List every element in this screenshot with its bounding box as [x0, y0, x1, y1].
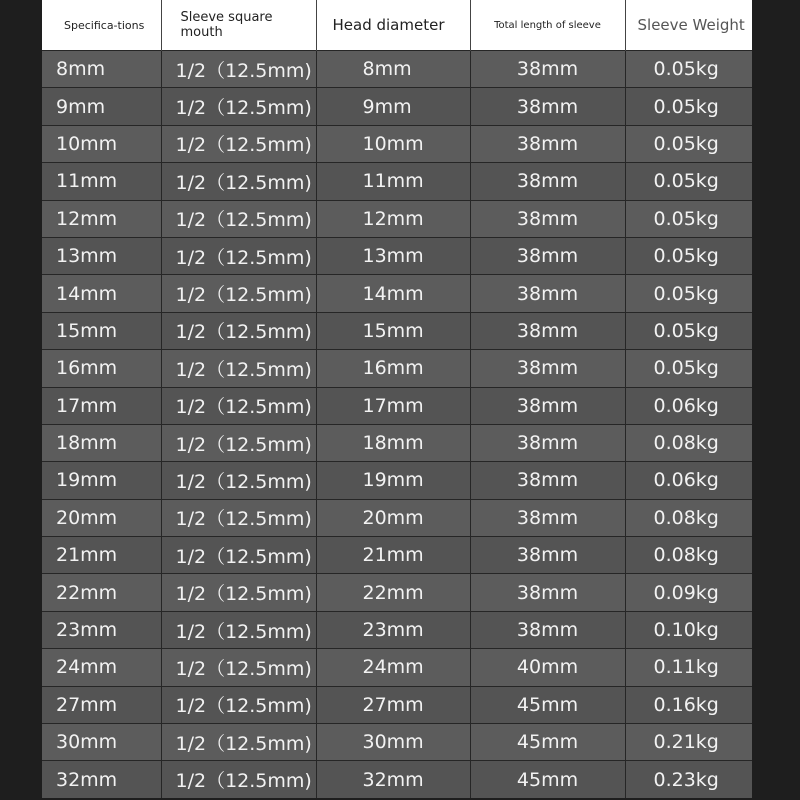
cell-specification: 23mm — [42, 611, 161, 648]
cell-weight: 0.05kg — [625, 51, 752, 88]
cell-specification: 19mm — [42, 462, 161, 499]
cell-specification: 21mm — [42, 537, 161, 574]
cell-specification: 18mm — [42, 424, 161, 461]
cell-specification: 27mm — [42, 686, 161, 723]
table-row — [42, 424, 752, 461]
cell-specification: 15mm — [42, 312, 161, 349]
cell-total-length: 38mm — [470, 424, 625, 461]
cell-specification: 24mm — [42, 649, 161, 686]
table-row — [42, 200, 752, 237]
cell-specification: 9mm — [42, 88, 161, 125]
table-row — [42, 724, 752, 761]
cell-total-length: 45mm — [470, 686, 625, 723]
header-sleeve-weight: Sleeve Weight — [625, 0, 752, 51]
cell-head-diameter: 11mm — [316, 163, 470, 200]
table-row — [42, 237, 752, 274]
cell-square-mouth: 1/2（12.5mm) — [161, 163, 316, 200]
cell-total-length: 38mm — [470, 574, 625, 611]
cell-total-length: 38mm — [470, 163, 625, 200]
cell-total-length: 38mm — [470, 237, 625, 274]
cell-head-diameter: 13mm — [316, 237, 470, 274]
cell-head-diameter: 9mm — [316, 88, 470, 125]
table-row — [42, 611, 752, 648]
cell-weight: 0.08kg — [625, 499, 752, 536]
cell-head-diameter: 24mm — [316, 649, 470, 686]
cell-square-mouth: 1/2（12.5mm) — [161, 350, 316, 387]
cell-head-diameter: 12mm — [316, 200, 470, 237]
cell-weight: 0.05kg — [625, 237, 752, 274]
cell-square-mouth: 1/2（12.5mm) — [161, 761, 316, 798]
cell-total-length: 38mm — [470, 200, 625, 237]
cell-head-diameter: 17mm — [316, 387, 470, 424]
cell-weight: 0.06kg — [625, 462, 752, 499]
cell-square-mouth: 1/2（12.5mm) — [161, 51, 316, 88]
cell-weight: 0.11kg — [625, 649, 752, 686]
cell-square-mouth: 1/2（12.5mm) — [161, 424, 316, 461]
cell-total-length: 38mm — [470, 312, 625, 349]
cell-head-diameter: 16mm — [316, 350, 470, 387]
cell-weight: 0.06kg — [625, 387, 752, 424]
cell-head-diameter: 14mm — [316, 275, 470, 312]
cell-specification: 17mm — [42, 387, 161, 424]
table-row — [42, 125, 752, 162]
cell-weight: 0.05kg — [625, 200, 752, 237]
table-row — [42, 462, 752, 499]
cell-square-mouth: 1/2（12.5mm) — [161, 462, 316, 499]
cell-weight: 0.23kg — [625, 761, 752, 798]
cell-specification: 10mm — [42, 125, 161, 162]
cell-total-length: 38mm — [470, 499, 625, 536]
cell-specification: 14mm — [42, 275, 161, 312]
table-row — [42, 499, 752, 536]
header-head-diameter: Head diameter — [316, 0, 470, 51]
cell-head-diameter: 20mm — [316, 499, 470, 536]
table-body — [42, 51, 752, 798]
cell-specification: 13mm — [42, 237, 161, 274]
cell-head-diameter: 8mm — [316, 51, 470, 88]
cell-square-mouth: 1/2（12.5mm) — [161, 686, 316, 723]
cell-weight: 0.21kg — [625, 724, 752, 761]
cell-total-length: 38mm — [470, 537, 625, 574]
cell-square-mouth: 1/2（12.5mm) — [161, 312, 316, 349]
header-sleeve-square-mouth: Sleeve square mouth — [161, 0, 316, 51]
cell-weight: 0.05kg — [625, 88, 752, 125]
cell-weight: 0.05kg — [625, 163, 752, 200]
cell-weight: 0.05kg — [625, 275, 752, 312]
cell-head-diameter: 19mm — [316, 462, 470, 499]
table-header-row — [42, 0, 752, 51]
cell-square-mouth: 1/2（12.5mm) — [161, 574, 316, 611]
cell-total-length: 38mm — [470, 51, 625, 88]
cell-specification: 16mm — [42, 350, 161, 387]
table-row — [42, 88, 752, 125]
table-row — [42, 163, 752, 200]
cell-weight: 0.16kg — [625, 686, 752, 723]
cell-square-mouth: 1/2（12.5mm) — [161, 649, 316, 686]
table-row — [42, 350, 752, 387]
cell-total-length: 38mm — [470, 88, 625, 125]
cell-square-mouth: 1/2（12.5mm) — [161, 611, 316, 648]
cell-specification: 20mm — [42, 499, 161, 536]
cell-specification: 11mm — [42, 163, 161, 200]
cell-square-mouth: 1/2（12.5mm) — [161, 200, 316, 237]
cell-head-diameter: 10mm — [316, 125, 470, 162]
table-row — [42, 51, 752, 88]
table-row — [42, 275, 752, 312]
cell-weight: 0.10kg — [625, 611, 752, 648]
table-row — [42, 387, 752, 424]
cell-total-length: 38mm — [470, 350, 625, 387]
table-row — [42, 537, 752, 574]
cell-head-diameter: 30mm — [316, 724, 470, 761]
cell-total-length: 38mm — [470, 611, 625, 648]
cell-square-mouth: 1/2（12.5mm) — [161, 125, 316, 162]
cell-head-diameter: 23mm — [316, 611, 470, 648]
cell-head-diameter: 21mm — [316, 537, 470, 574]
cell-square-mouth: 1/2（12.5mm) — [161, 275, 316, 312]
cell-specification: 12mm — [42, 200, 161, 237]
cell-total-length: 40mm — [470, 649, 625, 686]
cell-head-diameter: 27mm — [316, 686, 470, 723]
cell-square-mouth: 1/2（12.5mm) — [161, 387, 316, 424]
cell-specification: 32mm — [42, 761, 161, 798]
cell-square-mouth: 1/2（12.5mm) — [161, 724, 316, 761]
cell-square-mouth: 1/2（12.5mm) — [161, 537, 316, 574]
cell-weight: 0.05kg — [625, 125, 752, 162]
cell-total-length: 45mm — [470, 724, 625, 761]
cell-weight: 0.05kg — [625, 350, 752, 387]
cell-square-mouth: 1/2（12.5mm) — [161, 237, 316, 274]
cell-weight: 0.09kg — [625, 574, 752, 611]
table-row — [42, 574, 752, 611]
cell-total-length: 38mm — [470, 387, 625, 424]
cell-specification: 8mm — [42, 51, 161, 88]
cell-head-diameter: 15mm — [316, 312, 470, 349]
table-row — [42, 761, 752, 798]
cell-weight: 0.05kg — [625, 312, 752, 349]
cell-total-length: 38mm — [470, 462, 625, 499]
cell-total-length: 38mm — [470, 125, 625, 162]
cell-weight: 0.08kg — [625, 424, 752, 461]
cell-head-diameter: 32mm — [316, 761, 470, 798]
cell-total-length: 45mm — [470, 761, 625, 798]
cell-total-length: 38mm — [470, 275, 625, 312]
cell-specification: 30mm — [42, 724, 161, 761]
cell-square-mouth: 1/2（12.5mm) — [161, 88, 316, 125]
cell-weight: 0.08kg — [625, 537, 752, 574]
header-specifications: Specifica-tions — [42, 0, 161, 51]
sleeve-spec-table — [42, 0, 752, 798]
cell-head-diameter: 18mm — [316, 424, 470, 461]
cell-head-diameter: 22mm — [316, 574, 470, 611]
table-row — [42, 312, 752, 349]
cell-square-mouth: 1/2（12.5mm) — [161, 499, 316, 536]
table-row — [42, 649, 752, 686]
cell-specification: 22mm — [42, 574, 161, 611]
table-row — [42, 686, 752, 723]
header-total-length: Total length of sleeve — [470, 0, 625, 51]
